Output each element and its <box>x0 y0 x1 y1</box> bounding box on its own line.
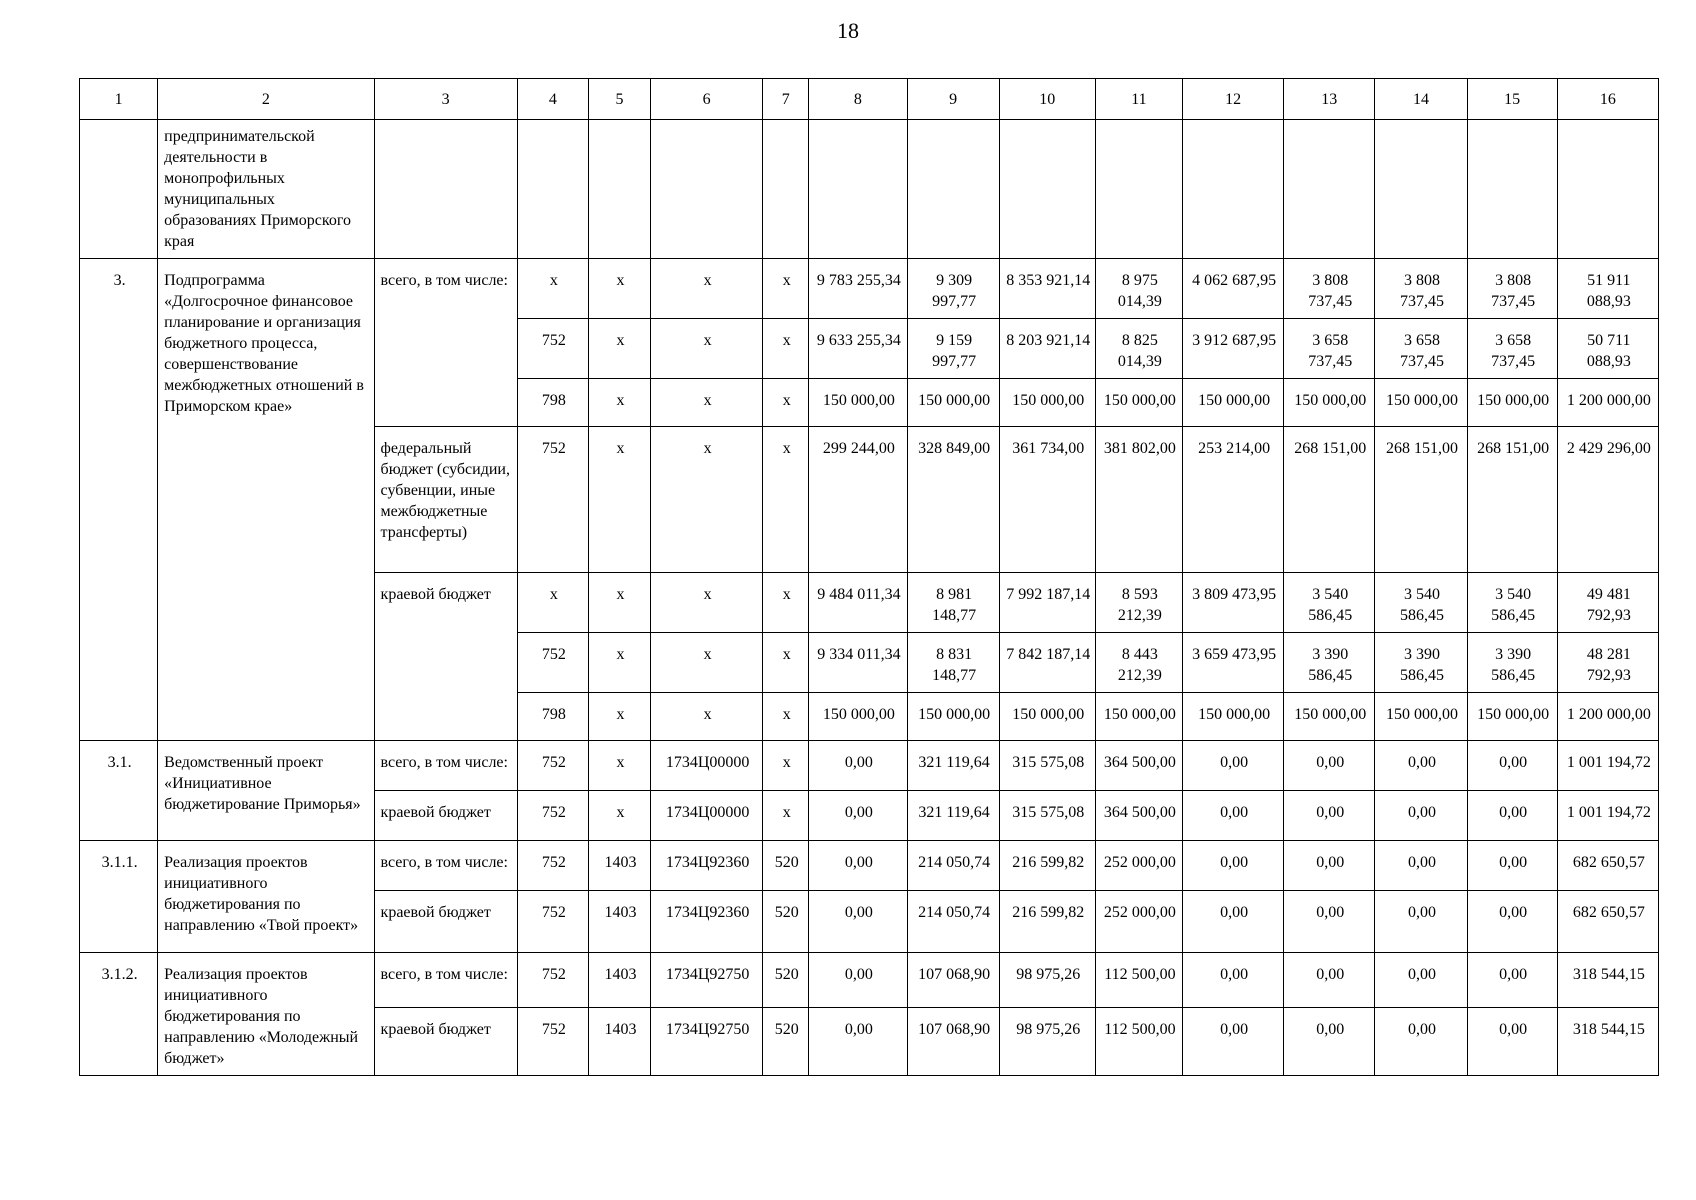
amount-col-15: 150 000,00 <box>1467 379 1557 427</box>
amount-total: 1 001 194,72 <box>1557 791 1658 841</box>
ministry-code: 752 <box>517 1007 588 1075</box>
ministry-code: 752 <box>517 791 588 841</box>
section-code: х <box>588 791 650 841</box>
amount-col-9: 150 000,00 <box>907 379 999 427</box>
amount-total: 1 200 000,00 <box>1557 693 1658 741</box>
amount-col-13: 150 000,00 <box>1284 379 1375 427</box>
amount-col-13: 3 808 737,45 <box>1284 259 1375 319</box>
amount-total: 1 001 194,72 <box>1557 741 1658 791</box>
amount-col-13: 0,00 <box>1284 841 1375 891</box>
amount-col-8: 0,00 <box>809 791 907 841</box>
column-number: 5 <box>588 79 650 120</box>
target-item-code: 1734Ц92360 <box>651 841 763 891</box>
amount-col-14: 3 658 737,45 <box>1375 319 1467 379</box>
amount-col-10: 8 353 921,14 <box>999 259 1095 319</box>
table-body <box>80 79 1659 1076</box>
amount-col-10: 315 575,08 <box>999 791 1095 841</box>
row-number: 3.1. <box>80 741 158 841</box>
funding-source-label: краевой бюджет <box>374 1007 517 1075</box>
amount-col-8: 0,00 <box>809 891 907 953</box>
table-row <box>80 259 1659 319</box>
column-number: 8 <box>809 79 907 120</box>
amount-total: 682 650,57 <box>1557 891 1658 953</box>
expense-type-code: х <box>763 693 809 741</box>
column-number: 14 <box>1375 79 1467 120</box>
column-number: 2 <box>158 79 374 120</box>
amount-col-11: 8 443 212,39 <box>1095 633 1182 693</box>
column-number: 10 <box>999 79 1095 120</box>
amount-total: 1 200 000,00 <box>1557 379 1658 427</box>
target-item-code: х <box>651 259 763 319</box>
column-number: 12 <box>1183 79 1284 120</box>
amount-col-10: 7 992 187,14 <box>999 573 1095 633</box>
amount-col-9: 107 068,90 <box>907 1007 999 1075</box>
amount-col-14: 150 000,00 <box>1375 693 1467 741</box>
amount-col-11: 8 825 014,39 <box>1095 319 1182 379</box>
amount-col-9: 9 309 997,77 <box>907 259 999 319</box>
amount-col-8: 9 783 255,34 <box>809 259 907 319</box>
target-item-code: 1734Ц00000 <box>651 741 763 791</box>
amount-col-8: 0,00 <box>809 1007 907 1075</box>
target-item-code: 1734Ц92360 <box>651 891 763 953</box>
amount-col-12: 150 000,00 <box>1183 379 1284 427</box>
amount-col-14: 0,00 <box>1375 953 1467 1008</box>
row-name: Подпрограмма «Долгосрочное финансовое планирование и организация бюджетного процесса, совершенствование межбюджетных отношений в Приморском крае» <box>158 259 374 741</box>
column-number: 6 <box>651 79 763 120</box>
amount-col-10: 216 599,82 <box>999 841 1095 891</box>
amount-col-11: 150 000,00 <box>1095 693 1182 741</box>
amount-col-9: 328 849,00 <box>907 427 999 573</box>
section-code: х <box>588 633 650 693</box>
amount-col-13: 0,00 <box>1284 891 1375 953</box>
column-number: 4 <box>517 79 588 120</box>
amount-col-12: 0,00 <box>1183 1007 1284 1075</box>
amount-col-10: 98 975,26 <box>999 1007 1095 1075</box>
section-code: х <box>588 319 650 379</box>
amount-col-10: 98 975,26 <box>999 953 1095 1008</box>
amount-col-12: 0,00 <box>1183 791 1284 841</box>
section-code: х <box>588 573 650 633</box>
amount-col-11: 252 000,00 <box>1095 841 1182 891</box>
ministry-code: 752 <box>517 841 588 891</box>
row-name: Реализация проектов инициативного бюджетирования по направлению «Молодежный бюджет» <box>158 953 374 1076</box>
amount-col-12: 3 809 473,95 <box>1183 573 1284 633</box>
expense-type-code: 520 <box>763 953 809 1008</box>
section-code: х <box>588 259 650 319</box>
amount-total: 51 911 088,93 <box>1557 259 1658 319</box>
amount-col-9: 321 119,64 <box>907 791 999 841</box>
amount-col-8: 150 000,00 <box>809 693 907 741</box>
funding-source-label: всего, в том числе: <box>374 741 517 791</box>
amount-col-8: 9 633 255,34 <box>809 319 907 379</box>
column-number: 16 <box>1557 79 1658 120</box>
ministry-code: 752 <box>517 427 588 573</box>
ministry-code: 798 <box>517 693 588 741</box>
amount-col-8: 9 484 011,34 <box>809 573 907 633</box>
section-code: х <box>588 379 650 427</box>
section-code: х <box>588 741 650 791</box>
amount-col-15: 0,00 <box>1467 741 1557 791</box>
amount-col-13: 3 658 737,45 <box>1284 319 1375 379</box>
amount-col-13: 0,00 <box>1284 741 1375 791</box>
section-code: х <box>588 427 650 573</box>
ministry-code: 752 <box>517 953 588 1008</box>
amount-col-12: 0,00 <box>1183 953 1284 1008</box>
amount-col-14: 3 808 737,45 <box>1375 259 1467 319</box>
amount-col-15: 150 000,00 <box>1467 693 1557 741</box>
amount-col-15: 0,00 <box>1467 953 1557 1008</box>
amount-col-9: 107 068,90 <box>907 953 999 1008</box>
amount-col-15: 268 151,00 <box>1467 427 1557 573</box>
amount-col-13: 0,00 <box>1284 953 1375 1008</box>
expense-type-code: х <box>763 633 809 693</box>
amount-col-9: 8 831 148,77 <box>907 633 999 693</box>
amount-col-14: 0,00 <box>1375 741 1467 791</box>
amount-col-11: 252 000,00 <box>1095 891 1182 953</box>
amount-col-10: 361 734,00 <box>999 427 1095 573</box>
section-code: х <box>588 693 650 741</box>
amount-col-13: 3 540 586,45 <box>1284 573 1375 633</box>
amount-col-9: 9 159 997,77 <box>907 319 999 379</box>
amount-col-14: 3 540 586,45 <box>1375 573 1467 633</box>
amount-total: 49 481 792,93 <box>1557 573 1658 633</box>
amount-col-8: 299 244,00 <box>809 427 907 573</box>
amount-col-12: 253 214,00 <box>1183 427 1284 573</box>
amount-col-15: 0,00 <box>1467 891 1557 953</box>
amount-col-11: 112 500,00 <box>1095 953 1182 1008</box>
amount-col-15: 3 658 737,45 <box>1467 319 1557 379</box>
amount-col-15: 0,00 <box>1467 791 1557 841</box>
target-item-code: х <box>651 427 763 573</box>
target-item-code: х <box>651 379 763 427</box>
table-row <box>80 841 1659 891</box>
amount-col-11: 364 500,00 <box>1095 741 1182 791</box>
target-item-code: 1734Ц00000 <box>651 791 763 841</box>
amount-col-11: 112 500,00 <box>1095 1007 1182 1075</box>
table-row <box>80 953 1659 1008</box>
ministry-code: 752 <box>517 891 588 953</box>
amount-col-11: 8 975 014,39 <box>1095 259 1182 319</box>
section-code: 1403 <box>588 841 650 891</box>
expense-type-code: х <box>763 259 809 319</box>
column-number: 13 <box>1284 79 1375 120</box>
amount-col-8: 0,00 <box>809 953 907 1008</box>
amount-col-8: 150 000,00 <box>809 379 907 427</box>
amount-col-11: 381 802,00 <box>1095 427 1182 573</box>
amount-col-14: 0,00 <box>1375 1007 1467 1075</box>
amount-col-13: 0,00 <box>1284 1007 1375 1075</box>
row-number: 3. <box>80 259 158 741</box>
target-item-code: х <box>651 573 763 633</box>
column-number: 9 <box>907 79 999 120</box>
continuation-row <box>80 120 1659 259</box>
amount-col-15: 3 808 737,45 <box>1467 259 1557 319</box>
amount-col-13: 268 151,00 <box>1284 427 1375 573</box>
section-code: 1403 <box>588 1007 650 1075</box>
amount-col-13: 3 390 586,45 <box>1284 633 1375 693</box>
ministry-code: 752 <box>517 633 588 693</box>
expense-type-code: 520 <box>763 841 809 891</box>
amount-total: 682 650,57 <box>1557 841 1658 891</box>
amount-col-10: 216 599,82 <box>999 891 1095 953</box>
row-name: Ведомственный проект «Инициативное бюджетирование Приморья» <box>158 741 374 841</box>
amount-total: 318 544,15 <box>1557 953 1658 1008</box>
amount-col-11: 150 000,00 <box>1095 379 1182 427</box>
amount-col-10: 150 000,00 <box>999 693 1095 741</box>
amount-col-14: 0,00 <box>1375 841 1467 891</box>
page-number: 18 <box>837 18 859 43</box>
amount-col-8: 0,00 <box>809 841 907 891</box>
section-code: 1403 <box>588 891 650 953</box>
row-name: Реализация проектов инициативного бюджетирования по направлению «Твой проект» <box>158 841 374 953</box>
continuation-text: предпринимательской деятельности в монопрофильных муниципальных образованиях Приморского края <box>158 120 374 259</box>
section-code: 1403 <box>588 953 650 1008</box>
amount-col-12: 0,00 <box>1183 891 1284 953</box>
column-number-row <box>80 79 1659 120</box>
expense-type-code: 520 <box>763 1007 809 1075</box>
amount-col-12: 4 062 687,95 <box>1183 259 1284 319</box>
funding-source-label: всего, в том числе: <box>374 841 517 891</box>
amount-col-9: 321 119,64 <box>907 741 999 791</box>
column-number: 7 <box>763 79 809 120</box>
ministry-code: 752 <box>517 741 588 791</box>
funding-source-label: краевой бюджет <box>374 573 517 741</box>
amount-col-14: 0,00 <box>1375 891 1467 953</box>
amount-col-13: 150 000,00 <box>1284 693 1375 741</box>
funding-source-label: федеральный бюджет (субсидии, субвенции, иные межбюджетные трансферты) <box>374 427 517 573</box>
amount-col-8: 0,00 <box>809 741 907 791</box>
amount-col-9: 214 050,74 <box>907 841 999 891</box>
amount-col-10: 150 000,00 <box>999 379 1095 427</box>
amount-col-13: 0,00 <box>1284 791 1375 841</box>
target-item-code: 1734Ц92750 <box>651 953 763 1008</box>
target-item-code: х <box>651 319 763 379</box>
amount-col-10: 7 842 187,14 <box>999 633 1095 693</box>
column-number: 3 <box>374 79 517 120</box>
amount-col-9: 214 050,74 <box>907 891 999 953</box>
amount-col-12: 3 912 687,95 <box>1183 319 1284 379</box>
target-item-code: х <box>651 633 763 693</box>
ministry-code: 752 <box>517 319 588 379</box>
funding-source-label: краевой бюджет <box>374 791 517 841</box>
amount-col-14: 268 151,00 <box>1375 427 1467 573</box>
ministry-code: 798 <box>517 379 588 427</box>
expense-type-code: 520 <box>763 891 809 953</box>
expense-type-code: х <box>763 319 809 379</box>
column-number: 1 <box>80 79 158 120</box>
amount-total: 2 429 296,00 <box>1557 427 1658 573</box>
amount-col-14: 0,00 <box>1375 791 1467 841</box>
amount-col-9: 150 000,00 <box>907 693 999 741</box>
amount-col-15: 3 540 586,45 <box>1467 573 1557 633</box>
amount-col-11: 8 593 212,39 <box>1095 573 1182 633</box>
expense-type-code: х <box>763 791 809 841</box>
table-row <box>80 741 1659 791</box>
amount-col-14: 150 000,00 <box>1375 379 1467 427</box>
row-number: 3.1.2. <box>80 953 158 1076</box>
expense-type-code: х <box>763 379 809 427</box>
amount-total: 318 544,15 <box>1557 1007 1658 1075</box>
target-item-code: х <box>651 693 763 741</box>
amount-col-15: 3 390 586,45 <box>1467 633 1557 693</box>
amount-total: 50 711 088,93 <box>1557 319 1658 379</box>
amount-col-15: 0,00 <box>1467 841 1557 891</box>
amount-col-9: 8 981 148,77 <box>907 573 999 633</box>
ministry-code: х <box>517 259 588 319</box>
amount-col-10: 315 575,08 <box>999 741 1095 791</box>
amount-col-14: 3 390 586,45 <box>1375 633 1467 693</box>
amount-col-11: 364 500,00 <box>1095 791 1182 841</box>
funding-source-label: всего, в том числе: <box>374 953 517 1008</box>
amount-total: 48 281 792,93 <box>1557 633 1658 693</box>
amount-col-15: 0,00 <box>1467 1007 1557 1075</box>
funding-source-label: всего, в том числе: <box>374 259 517 427</box>
expense-type-code: х <box>763 427 809 573</box>
amount-col-12: 0,00 <box>1183 841 1284 891</box>
amount-col-12: 150 000,00 <box>1183 693 1284 741</box>
ministry-code: х <box>517 573 588 633</box>
amount-col-10: 8 203 921,14 <box>999 319 1095 379</box>
funding-source-label: краевой бюджет <box>374 891 517 953</box>
amount-col-12: 3 659 473,95 <box>1183 633 1284 693</box>
column-number: 15 <box>1467 79 1557 120</box>
amount-col-12: 0,00 <box>1183 741 1284 791</box>
expense-type-code: х <box>763 741 809 791</box>
budget-table <box>79 78 1659 1076</box>
expense-type-code: х <box>763 573 809 633</box>
row-number: 3.1.1. <box>80 841 158 953</box>
target-item-code: 1734Ц92750 <box>651 1007 763 1075</box>
column-number: 11 <box>1095 79 1182 120</box>
amount-col-8: 9 334 011,34 <box>809 633 907 693</box>
